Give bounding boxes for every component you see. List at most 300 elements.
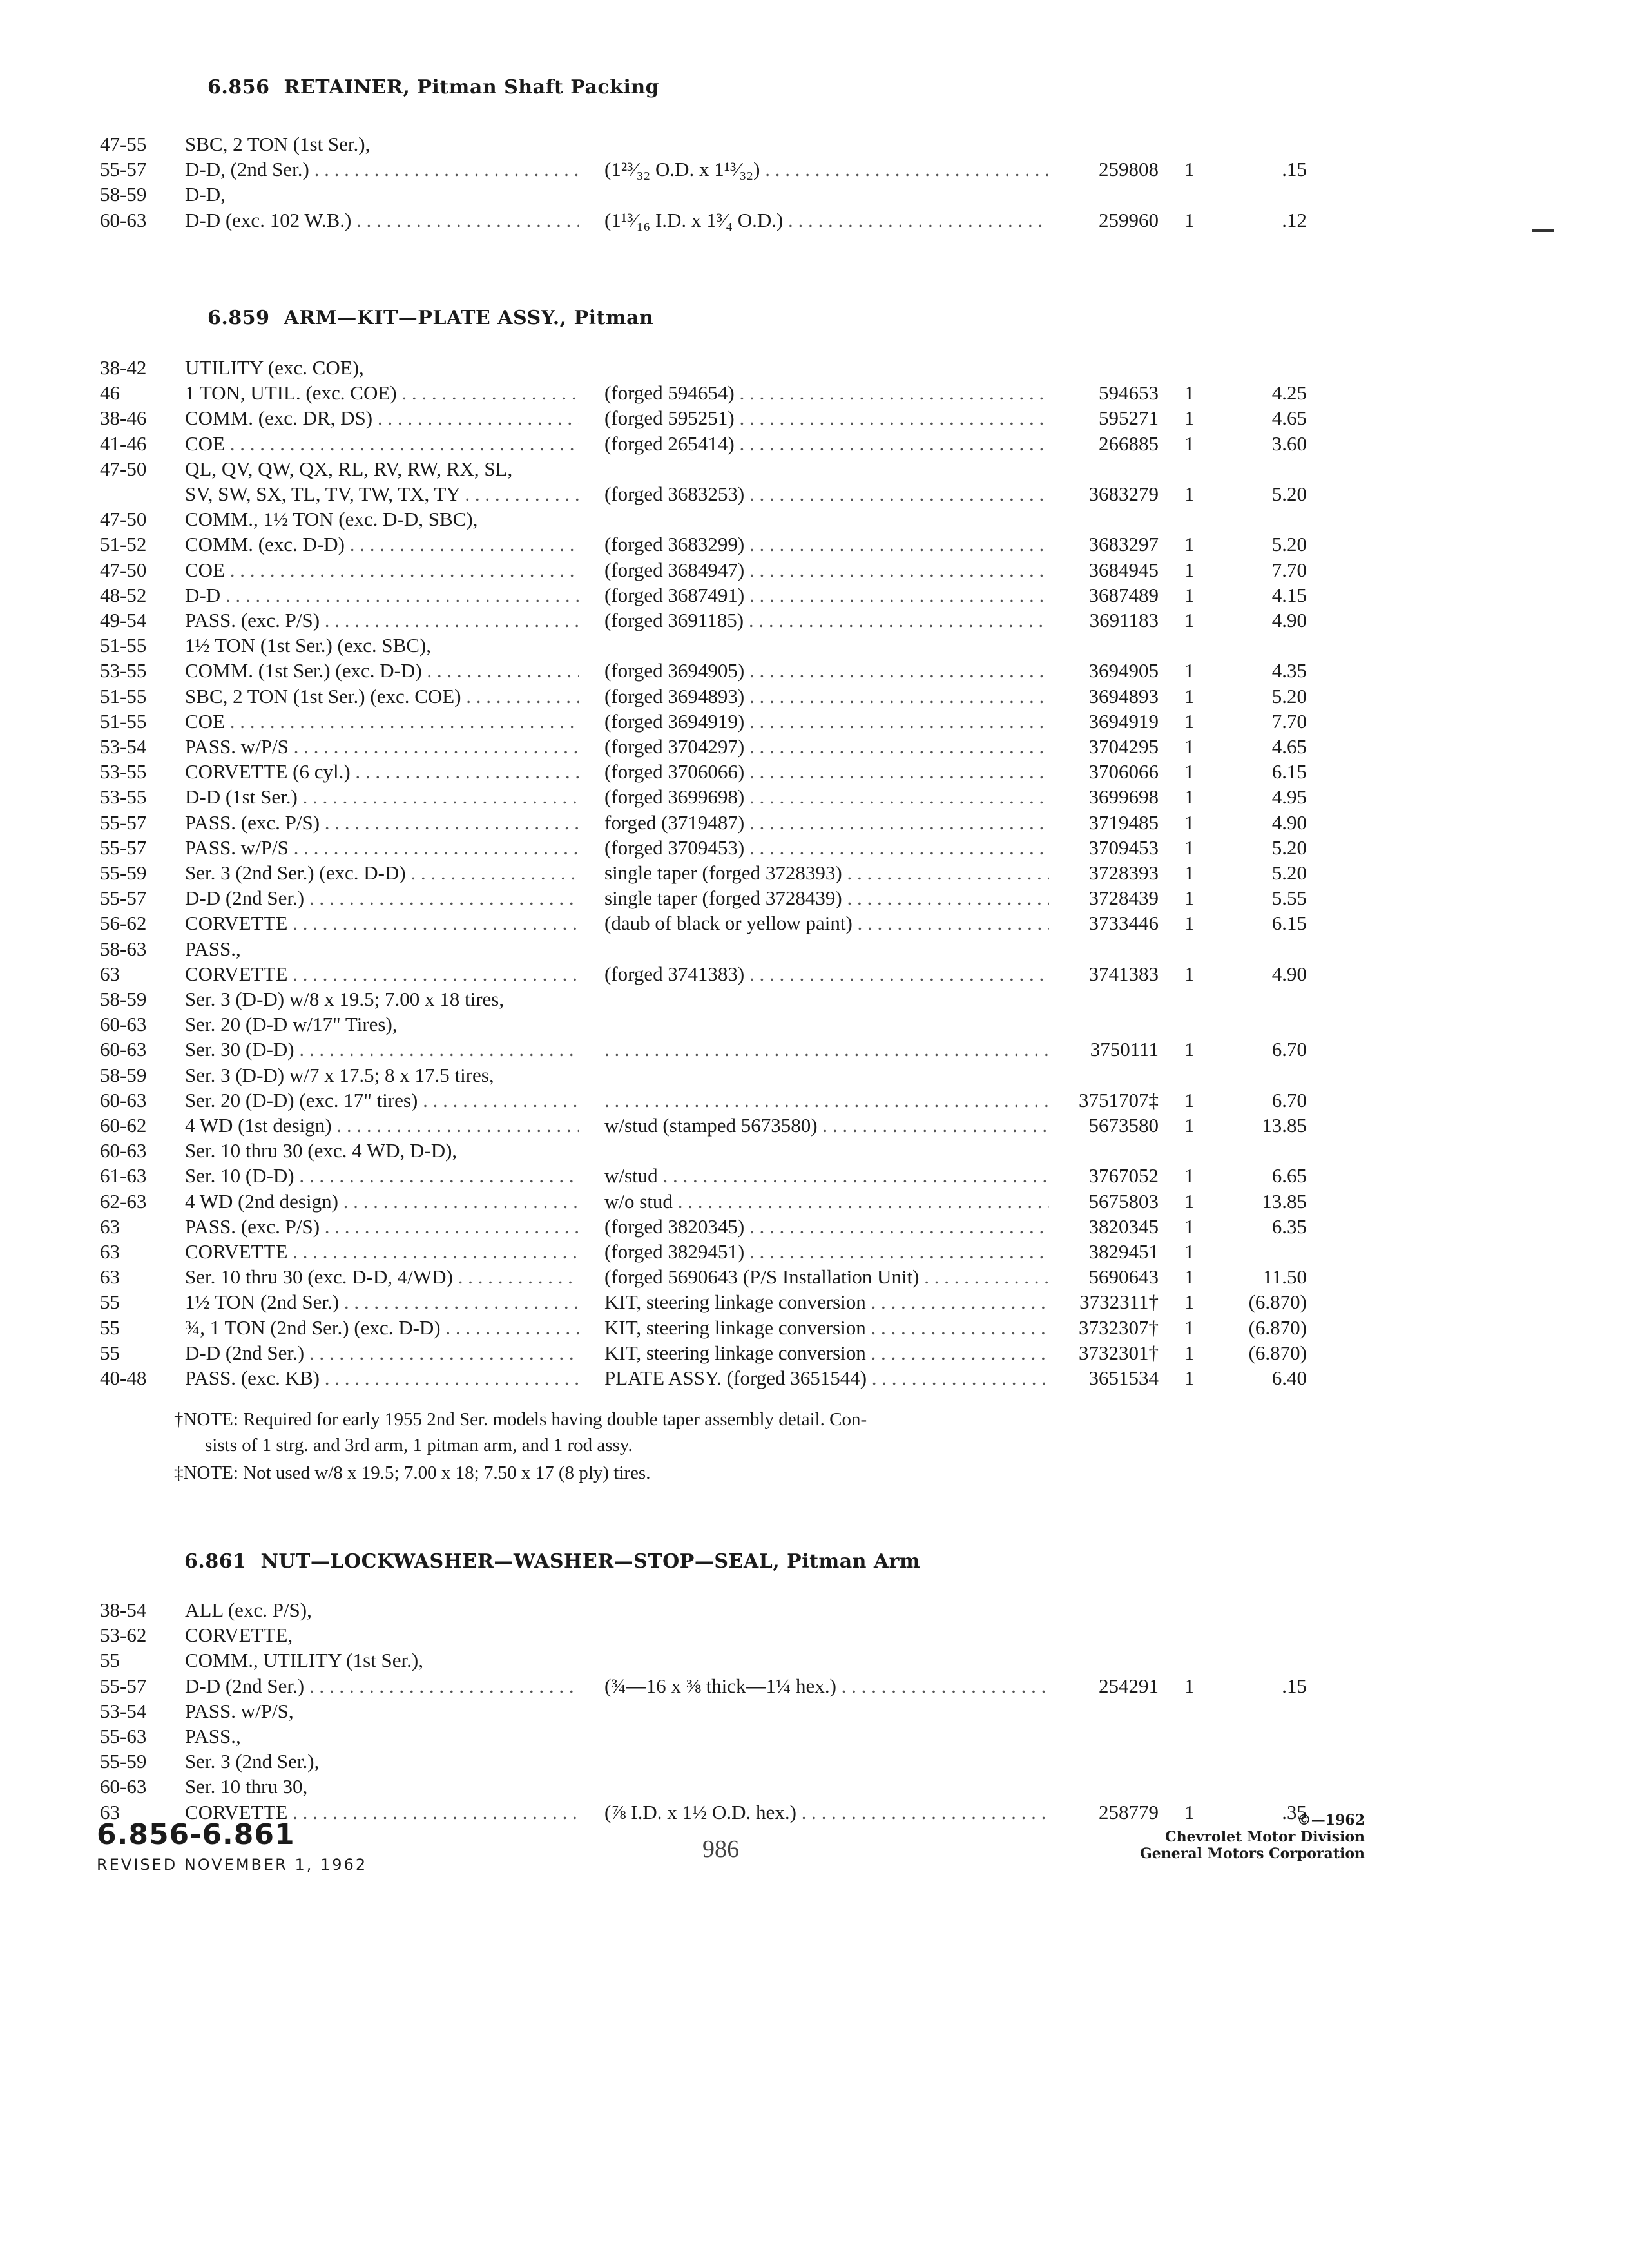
table-row [0,784,1629,810]
model-description: 4 WD (1st design) . . . [185,1113,579,1139]
quantity: 1 [1184,432,1195,455]
part-description: (¾—16 x ⅜ thick—1¼ hex.) . . . [604,1673,1049,1699]
quantity: 1 [1184,1800,1195,1823]
part-description: (forged 3820345) . . . [604,1214,1049,1240]
model-description: COE . . . [185,431,579,457]
table-row [0,481,1629,507]
table-row [0,1365,1629,1391]
part-description: (daub of black or yellow paint) . . . [604,910,1049,936]
part-number: 3694905 [1088,659,1159,682]
quantity: 1 [1184,1367,1195,1389]
quantity: 1 [1184,158,1195,181]
price: 6.35 [1271,1215,1307,1238]
part-number: 5675803 [1088,1189,1159,1213]
model-description: COMM., UTILITY (1st Ser.), [185,1649,423,1672]
copyright-year: ©—1962 [1296,1812,1365,1829]
part-number: 259808 [1099,158,1159,181]
year-range: 55 [100,1316,120,1339]
year-range: 46 [100,381,120,405]
price: 4.90 [1271,609,1307,631]
part-description: (forged 5690643 (P/S Installation Unit) . . . [604,1264,1049,1290]
year-range: 58-59 [100,1063,147,1086]
year-range: 51-55 [100,709,147,733]
price: 7.70 [1271,558,1307,581]
year-range: 53-62 [100,1624,147,1647]
quantity: 1 [1184,1674,1195,1697]
year-range: 38-54 [100,1599,147,1621]
year-range: 40-48 [100,1367,147,1389]
table-row [0,1622,1629,1648]
price: (6.870) [1248,1316,1307,1339]
model-description: UTILITY (exc. COE), [185,356,364,379]
table-row [0,684,1629,709]
footer-code: 6.856-6.861 [97,1818,295,1851]
corporation-name: General Motors Corporation [1139,1845,1365,1862]
table-row [0,582,1629,608]
section-heading: NUT—LOCKWASHER—WASHER—STOP—SEAL, Pitman Arm [260,1550,921,1573]
quantity: 1 [1184,1164,1195,1187]
model-description: 1½ TON (2nd Ser.) . . . [185,1289,579,1315]
model-description: Ser. 3 (2nd Ser.), [185,1750,320,1773]
part-description: (forged 3694893) . . . [604,684,1049,709]
year-range: 60-62 [100,1114,147,1137]
quantity: 1 [1184,381,1195,405]
price: (6.870) [1248,1291,1307,1314]
quantity: 1 [1184,1215,1195,1238]
price: 6.70 [1271,1038,1307,1061]
price: .15 [1282,158,1307,181]
section-number: 6.859 [207,307,270,329]
model-description: COMM. (1st Ser.) (exc. D-D) . . . [185,658,579,684]
quantity: 1 [1184,483,1195,505]
model-description: Ser. 3 (D-D) w/7 x 17.5; 8 x 17.5 tires, [185,1063,494,1086]
year-range: 53-55 [100,785,147,809]
year-range: 51-55 [100,634,147,657]
year-range: 55 [100,1649,120,1672]
part-number: 3728439 [1088,887,1159,910]
price: 5.20 [1271,836,1307,859]
model-description: COMM., 1½ TON (exc. D-D, SBC), [185,508,478,531]
part-description: (forged 3684947) . . . [604,557,1049,583]
part-number: 3732311† [1079,1291,1159,1314]
quantity: 1 [1184,887,1195,910]
year-range: 56-62 [100,912,147,935]
part-number: 3709453 [1088,836,1159,859]
part-description: (forged 265414) . . . [604,431,1049,457]
part-description: (forged 3683299) . . . [604,532,1049,557]
footnote-dagger [174,1407,1063,1458]
quantity: 1 [1184,558,1195,581]
price: 4.90 [1271,811,1307,834]
part-description: KIT, steering linkage conversion . . . [604,1289,1049,1315]
price: 5.20 [1271,861,1307,884]
year-range: 63 [100,1240,120,1263]
quantity: 1 [1184,1114,1195,1137]
year-range: 55-63 [100,1725,147,1747]
table-row [0,936,1629,962]
year-range: 60-63 [100,1775,147,1798]
quantity: 1 [1184,1088,1195,1111]
table-row [0,1724,1629,1749]
quantity: 1 [1184,208,1195,231]
quantity: 1 [1184,785,1195,809]
year-range: 53-55 [100,659,147,682]
part-description: (forged 3706066) . . . [604,759,1049,785]
section-number: 6.861 [184,1550,247,1573]
quantity: 1 [1184,1291,1195,1314]
year-range: 58-63 [100,937,147,960]
price: 6.15 [1271,912,1307,935]
table-row [0,131,1629,157]
table-row [0,608,1629,633]
footer-copyright [1140,1812,1365,1862]
year-range: 53-55 [100,760,147,783]
table-row [0,405,1629,431]
model-description: D-D . . . [185,582,579,608]
part-number: 3684945 [1088,558,1159,581]
quantity: 1 [1184,1240,1195,1263]
price: 6.70 [1271,1088,1307,1111]
section-number: 6.856 [207,76,270,99]
table-row [0,1037,1629,1062]
table-row [0,1088,1629,1113]
quantity: 1 [1184,407,1195,430]
part-description: (forged 3704297) . . . [604,734,1049,760]
price: 5.55 [1271,887,1307,910]
part-description: (forged 3829451) . . . [604,1239,1049,1265]
table-row [0,1698,1629,1724]
part-number: 3683297 [1088,533,1159,556]
model-description: D-D (2nd Ser.) . . . [185,1340,579,1366]
quantity: 1 [1184,1341,1195,1364]
table-row [0,355,1629,381]
part-description: (forged 3694919) . . . [604,709,1049,735]
quantity: 1 [1184,1038,1195,1061]
year-range: 60-63 [100,1038,147,1061]
model-description: ALL (exc. P/S), [185,1599,312,1621]
model-description: Ser. 10 thru 30 (exc. D-D, 4/WD) . . . [185,1264,579,1290]
table-row [0,910,1629,936]
part-description: (1¹³⁄₁₆ I.D. x 1³⁄₄ O.D.) . . . [604,207,1049,233]
year-range: 60-63 [100,208,147,231]
table-row [0,1289,1629,1315]
part-number: 3751707‡ [1079,1088,1159,1111]
year-range: 55-57 [100,811,147,834]
part-description: (forged 3709453) . . . [604,835,1049,861]
year-range: 47-50 [100,558,147,581]
model-description: COE . . . [185,709,579,735]
quantity: 1 [1184,836,1195,859]
part-description: (forged 3691185) . . . [604,608,1049,633]
part-number: 3694919 [1088,709,1159,733]
price: 4.25 [1271,381,1307,405]
quantity: 1 [1184,811,1195,834]
part-description: (forged 595251) . . . [604,405,1049,431]
part-description: forged (3719487) . . . [604,810,1049,836]
part-number: 5690643 [1088,1265,1159,1289]
table-row [0,860,1629,886]
table-row [0,1673,1629,1699]
year-range: 60-63 [100,1088,147,1111]
year-range: 55 [100,1341,120,1364]
part-number: 595271 [1099,407,1159,430]
price: 4.35 [1271,659,1307,682]
year-range: 49-54 [100,609,147,631]
footnote-line: †NOTE: Required for early 1955 2nd Ser. models having double taper assembly detail. Con- [174,1409,867,1430]
model-description: 4 WD (2nd design) . . . [185,1189,579,1215]
price: 5.20 [1271,684,1307,707]
table-row [0,1239,1629,1265]
table-row [0,810,1629,836]
footnote-line: ‡NOTE: Not used w/8 x 19.5; 7.00 x 18; 7.50 x 17 (8 ply) tires. [174,1463,651,1483]
model-description: PASS. w/P/S . . . [185,734,579,760]
year-range: 38-46 [100,407,147,430]
part-number: 3704295 [1088,735,1159,758]
year-range: 41-46 [100,432,147,455]
table-row [0,1138,1629,1164]
year-range: 47-55 [100,133,147,155]
price: 13.85 [1262,1114,1307,1137]
part-number: 5673580 [1088,1114,1159,1137]
price: 4.15 [1271,583,1307,606]
part-description: KIT, steering linkage conversion . . . [604,1315,1049,1341]
quantity: 1 [1184,684,1195,707]
footnote-double-dagger [174,1460,1063,1486]
model-description: CORVETTE . . . [185,961,579,987]
quantity: 1 [1184,533,1195,556]
model-description: PASS., [185,1725,241,1747]
model-description: CORVETTE, [185,1624,293,1647]
part-number: 3683279 [1088,483,1159,505]
price: 4.95 [1271,785,1307,809]
price: .15 [1282,1674,1307,1697]
price: 11.50 [1262,1265,1307,1289]
table-row [0,1648,1629,1673]
year-range: 48-52 [100,583,147,606]
year-range: 60-63 [100,1139,147,1162]
part-description: w/stud . . . [604,1163,1049,1189]
model-description: COMM. (exc. D-D) . . . [185,532,579,557]
table-row [0,885,1629,911]
part-number: 3691183 [1089,609,1159,631]
model-description: PASS. (exc. KB) . . . [185,1365,579,1391]
price: (6.870) [1248,1341,1307,1364]
table-row [0,734,1629,760]
model-description: Ser. 30 (D-D) . . . [185,1037,579,1062]
part-number: 3829451 [1088,1240,1159,1263]
section-heading: RETAINER, Pitman Shaft Packing [284,76,660,99]
part-description: (forged 3687491) . . . [604,582,1049,608]
year-range: 55-57 [100,158,147,181]
table-row [0,1597,1629,1623]
model-description: Ser. 3 (2nd Ser.) (exc. D-D) . . . [185,860,579,886]
table-row [0,506,1629,532]
part-number: 3750111 [1090,1038,1159,1061]
section-title-6856 [207,76,659,99]
model-description: PASS., [185,937,241,960]
model-description: PASS. (exc. P/S) . . . [185,810,579,836]
part-description: (forged 3694905) . . . [604,658,1049,684]
table-row [0,380,1629,406]
table-row [0,1163,1629,1189]
model-description: Ser. 20 (D-D w/17" Tires), [185,1013,398,1036]
part-number: 3699698 [1088,785,1159,809]
year-range: 55-59 [100,861,147,884]
quantity: 1 [1184,1316,1195,1339]
model-description: Ser. 10 thru 30 (exc. 4 WD, D-D), [185,1139,458,1162]
part-description: (forged 3741383) . . . [604,961,1049,987]
model-description: D-D (2nd Ser.) . . . [185,885,579,911]
table-row [0,658,1629,684]
table-row [0,961,1629,987]
model-description: D-D, (2nd Ser.) . . . [185,157,579,182]
year-range: 63 [100,962,120,985]
part-description: w/stud (stamped 5673580) . . . [604,1113,1049,1139]
quantity: 1 [1184,861,1195,884]
table-row [0,709,1629,735]
part-description: w/o stud . . . [604,1189,1049,1215]
table-row [0,986,1629,1012]
year-range: 53-54 [100,1699,147,1722]
table-row [0,835,1629,861]
year-range: 62-63 [100,1189,147,1213]
price: 4.65 [1271,407,1307,430]
table-row [0,1315,1629,1341]
footnote-line: sists of 1 strg. and 3rd arm, 1 pitman arm, and 1 rod assy. [205,1435,633,1456]
quantity: 1 [1184,735,1195,758]
price: .12 [1282,208,1307,231]
division-name: Chevrolet Motor Division [1165,1829,1365,1845]
year-range: 55-59 [100,1750,147,1773]
year-range: 55-57 [100,836,147,859]
year-range: 38-42 [100,356,147,379]
quantity: 1 [1184,962,1195,985]
model-description: CORVETTE . . . [185,1800,579,1825]
year-range: 55 [100,1291,120,1314]
model-description: COMM. (exc. DR, DS) . . . [185,405,579,431]
part-number: 266885 [1099,432,1159,455]
price: 7.70 [1271,709,1307,733]
table-row [0,1113,1629,1139]
model-description: Ser. 3 (D-D) w/8 x 19.5; 7.00 x 18 tires, [185,988,505,1010]
section-title-6861 [184,1550,920,1573]
table-row [0,456,1629,482]
quantity: 1 [1184,1189,1195,1213]
table-row [0,182,1629,207]
model-description: PASS. w/P/S, [185,1699,294,1722]
price: .35 [1282,1800,1307,1823]
quantity: 1 [1184,1265,1195,1289]
model-description: Ser. 10 thru 30, [185,1775,308,1798]
table-row [0,157,1629,182]
model-description: D-D (1st Ser.) . . . [185,784,579,810]
part-number: 3706066 [1088,760,1159,783]
part-number: 258779 [1099,1800,1159,1823]
price: 4.90 [1271,962,1307,985]
section-heading: ARM—KIT—PLATE ASSY., Pitman [284,307,654,329]
price: 6.15 [1271,760,1307,783]
part-description: (forged 3699698) . . . [604,784,1049,810]
part-description: (forged 3683253) . . . [604,481,1049,507]
part-number: 3694893 [1088,684,1159,707]
year-range: 58-59 [100,988,147,1010]
model-description: PASS. (exc. P/S) . . . [185,1214,579,1240]
price: 6.65 [1271,1164,1307,1187]
table-row [0,431,1629,457]
table-row [0,1214,1629,1240]
price: 5.20 [1271,533,1307,556]
quantity: 1 [1184,659,1195,682]
table-row [0,1264,1629,1290]
model-description: D-D (exc. 102 W.B.) . . . [185,207,579,233]
table-row [0,1012,1629,1037]
table-row [0,633,1629,658]
margin-mark [1532,229,1554,232]
part-description [604,1088,1049,1113]
model-description: CORVETTE (6 cyl.) . . . [185,759,579,785]
table-row [0,1340,1629,1366]
year-range: 47-50 [100,457,147,480]
part-number: 254291 [1099,1674,1159,1697]
model-description: D-D (2nd Ser.) . . . [185,1673,579,1699]
model-description: SBC, 2 TON (1st Ser.) (exc. COE) . . . [185,684,579,709]
quantity: 1 [1184,912,1195,935]
model-description: Ser. 20 (D-D) (exc. 17" tires) . . . [185,1088,579,1113]
part-number: 3651534 [1088,1367,1159,1389]
year-range: 47-50 [100,508,147,531]
part-number: 3733446 [1088,912,1159,935]
part-number: 3728393 [1088,861,1159,884]
part-number: 3767052 [1088,1164,1159,1187]
part-description: (⅞ I.D. x 1½ O.D. hex.) . . . [604,1800,1049,1825]
price: 4.65 [1271,735,1307,758]
quantity: 1 [1184,760,1195,783]
part-description: (forged 594654) . . . [604,380,1049,406]
model-description: SBC, 2 TON (1st Ser.), [185,133,371,155]
model-description: CORVETTE . . . [185,1239,579,1265]
part-number: 3719485 [1088,811,1159,834]
quantity: 1 [1184,583,1195,606]
part-description: single taper (forged 3728393) . . . [604,860,1049,886]
table-row [0,1189,1629,1215]
part-number: 259960 [1099,208,1159,231]
year-range: 51-52 [100,533,147,556]
part-number: 3732301† [1079,1341,1159,1364]
year-range: 51-55 [100,684,147,707]
quantity: 1 [1184,609,1195,631]
year-range: 61-63 [100,1164,147,1187]
model-description: PASS. (exc. P/S) . . . [185,608,579,633]
part-description [604,1037,1049,1062]
part-description: (1²³⁄₃₂ O.D. x 1¹³⁄₃₂) . . . [604,157,1049,182]
model-description: PASS. w/P/S . . . [185,835,579,861]
price: 6.40 [1271,1367,1307,1389]
table-row [0,207,1629,233]
year-range: 55-57 [100,887,147,910]
table-row [0,532,1629,557]
part-description: PLATE ASSY. (forged 3651544) . . . [604,1365,1049,1391]
table-row [0,759,1629,785]
year-range: 63 [100,1265,120,1289]
part-number: 594653 [1099,381,1159,405]
quantity: 1 [1184,709,1195,733]
part-description: single taper (forged 3728439) . . . [604,885,1049,911]
year-range: 60-63 [100,1013,147,1036]
year-range: 58-59 [100,183,147,206]
model-description: COE . . . [185,557,579,583]
price: 5.20 [1271,483,1307,505]
table-row [0,557,1629,583]
